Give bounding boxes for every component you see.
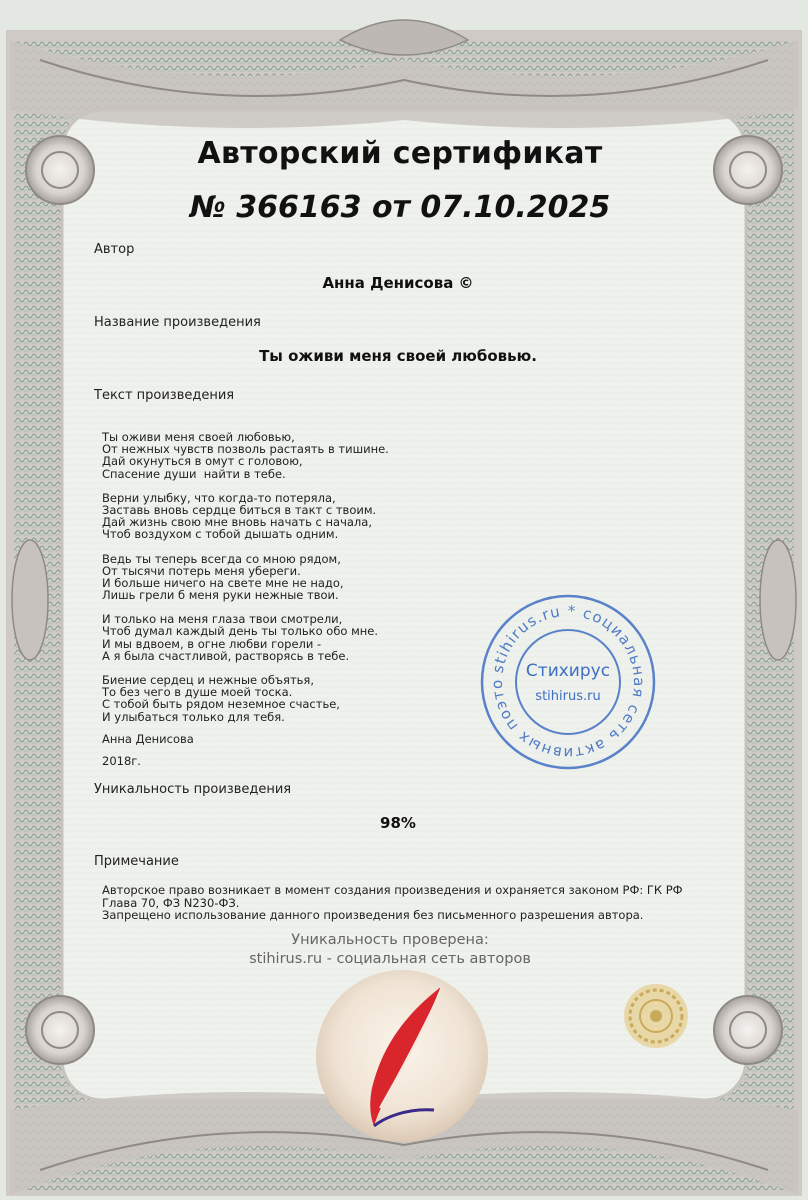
poem-line: Дай окунуться в омут с головою, [102, 454, 303, 469]
poem-stanza [102, 674, 389, 723]
note-label: Примечание [94, 854, 179, 869]
work-text-label: Текст произведения [94, 388, 235, 403]
poem-line: Чтоб думал каждый день ты только обо мне. [102, 624, 379, 639]
poem-line: То без чего в душе моей тоска. [102, 685, 293, 700]
poem-line: От нежных чувств позволь растаять в тишине. [102, 442, 389, 457]
poem-line: Ведь ты теперь всегда со мною рядом, [102, 551, 341, 566]
poem-line: Верни улыбку, что когда-то потеряла, [102, 490, 336, 505]
stamp-site: stihirus.ru [535, 689, 601, 704]
poem-stanza [102, 431, 389, 480]
poem-line: Биение сердец и нежные объятья, [102, 673, 315, 687]
poem-line: И мы вдвоем, в огне любви горели - [102, 636, 322, 651]
poem-signature: Анна Денисова [102, 731, 194, 746]
poem-line: От тысячи потерь меня убереги. [102, 563, 301, 578]
gold-medallion-icon [622, 982, 690, 1050]
poem-line: И только на меня глаза твои смотрели, [102, 612, 343, 627]
uniqueness-label: Уникальность произведения [94, 782, 292, 797]
note-line: Авторское право возникает в момент создания произведения и охраняется законом РФ: ГК РФ Глава 70, ФЗ N230-ФЗ. [102, 883, 683, 910]
poem-stanza [102, 492, 389, 541]
poem-text [102, 431, 389, 767]
note-line: Запрещено использование данного произведения без письменного разрешения автора. [102, 908, 644, 922]
poem-line: С тобой быть рядом неземное счастье, [102, 697, 340, 712]
author-label: Автор [94, 242, 135, 257]
poem-line: Спасение души найти в тебе. [102, 466, 286, 481]
feather-seal-icon [314, 968, 490, 1144]
poem-line: И улыбаться только для тебя. [102, 709, 285, 724]
work-title-label: Название произведения [94, 315, 261, 330]
certificate-number: № 366163 от 07.10.2025 [189, 190, 611, 225]
poem-stanza [102, 553, 389, 602]
poem-year: 2018г. [102, 753, 141, 768]
footer-site: stihirus.ru - социальная сеть авторов [249, 951, 531, 967]
certificate-title: Авторский сертификат [197, 136, 603, 171]
note-text [102, 884, 712, 922]
poem-line: Заставь вновь сердце биться в такт с твоим. [102, 502, 377, 517]
stamp-ring-text: stihirus.ru * социальная сеть активных поэто [487, 601, 649, 763]
stamp [478, 592, 658, 772]
stamp-title: Стихирус [525, 661, 611, 681]
poem-line: Дай жизнь свою мне вновь начать с начала, [102, 515, 372, 530]
work-title: Ты оживи меня своей любовью. [259, 347, 537, 365]
uniqueness-checked: Уникальность проверена: [291, 932, 489, 948]
poem-line: И больше ничего на свете мне не надо, [102, 575, 344, 590]
author-name: Анна Денисова © [322, 274, 474, 292]
poem-line: Лишь грели б меня руки нежные твои. [102, 588, 339, 603]
poem-line: Чтоб воздухом с тобой дышать одним. [102, 527, 339, 542]
poem-stanza [102, 613, 389, 662]
uniqueness-value: 98% [380, 814, 416, 832]
poem-line: Ты оживи меня своей любовью, [102, 430, 295, 444]
poem-line: А я была счастливой, растворясь в тебе. [102, 648, 350, 663]
